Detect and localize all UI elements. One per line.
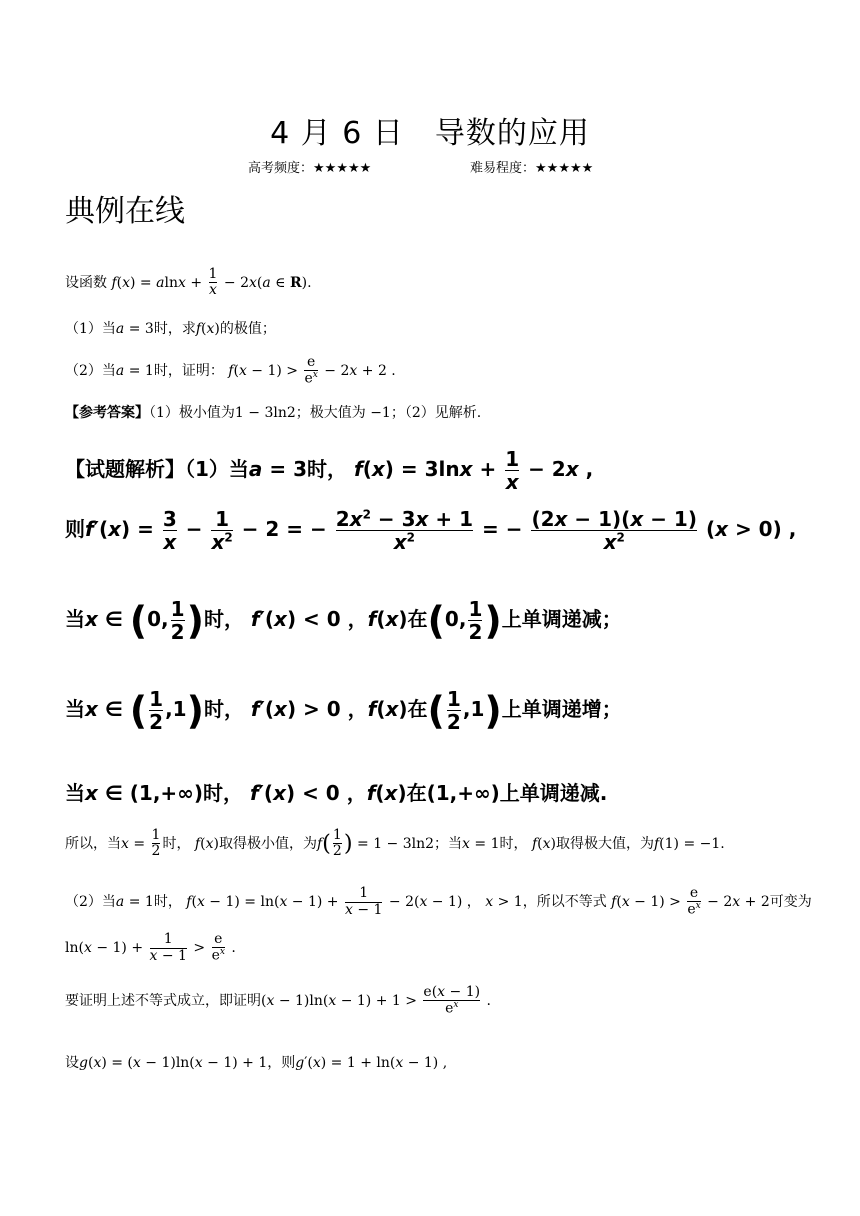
solution-line-1: 【试题解析】（1）当a = 3时， f(x) = 3lnx + $\frac{1}{x}$ − 2x , (65, 447, 594, 494)
reference-answer: 【参考答案】（1）极小值为1 − 3ln2；极大值为 −1；（2）见解析. (65, 405, 482, 421)
difficulty-stars: ★★★★★ (535, 161, 594, 176)
difficulty-label: 难易程度： (470, 161, 536, 176)
problem-statement: 设函数 f(x) = alnx + $\frac{1}{x}$ − 2x(a ∈ R). (65, 266, 312, 299)
part2-line-3: 要证明上述不等式成立，即证明(x − 1)ln(x − 1) + 1 > $\frac{e(x - 1)}{e^x}$ . (65, 984, 491, 1018)
part2-line-4: 设g(x) = (x − 1)ln(x − 1) + 1，则g′(x) = 1 + ln(x − 1) , (65, 1055, 448, 1071)
solution-line-5: 当x ∈ (1,+∞)时， f′(x) < 0 ，f(x)在(1,+∞)上单调递减. (65, 781, 608, 805)
frequency-stars: ★★★★★ (313, 161, 372, 176)
section-heading: 典例在线 (65, 194, 185, 229)
frequency-label: 高考频度： (248, 161, 314, 176)
solution-line-4: 当x ∈ ( $\frac{1}{2}$ ,1)时， f′(x) > 0 ，f(x)在( $\frac{1}{2}$ ,1)上单调递增； (65, 687, 622, 734)
part2-line-2: ln(x − 1) + $\frac{1}{x - 1}$ > $\frac{e}{e^x}$ . (65, 931, 236, 965)
solution-line-3: 当x ∈ (0, $\frac{1}{2}$ )时， f′(x) < 0 ，f(x)在(0, $\frac{1}{2}$ )上单调递减； (65, 597, 622, 644)
solution-line-2: 则f′(x) = $\frac{3}{x}$ − $\frac{1}{x^2}$ − 2 = − $\frac{2x^2 - 3x + 1}{x^2}$ = − $\frac{(2x - 1)(x - 1)}{x^2}$ (x > 0) , (65, 507, 797, 554)
conclusion-line: 所以，当x = $\frac{1}{2}$ 时， f(x)取得极小值，为f( $\frac{1}{2}$ ) = 1 − 3ln2；当x = 1时， f(x)取得极大值，为f(1) = −1. (65, 827, 725, 860)
difficulty-level (470, 157, 593, 176)
page-title: 4 月 6 日 导数的应用 (270, 116, 590, 151)
part2-line-1: （2）当a = 1时， f(x − 1) = ln(x − 1) + $\frac{1}{x - 1}$ − 2(x − 1) ， x > 1，所以不等式 f(x − 1) > $\frac{e}{e^x}$ − 2x + 2可变为 (65, 885, 812, 919)
exam-frequency (248, 157, 371, 176)
problem-part-2: （2）当a = 1时，证明： f(x − 1) > $\frac{e}{e^x}$ − 2x + 2 . (65, 354, 396, 388)
problem-part-1: （1）当a = 3时，求f(x)的极值； (65, 321, 276, 337)
